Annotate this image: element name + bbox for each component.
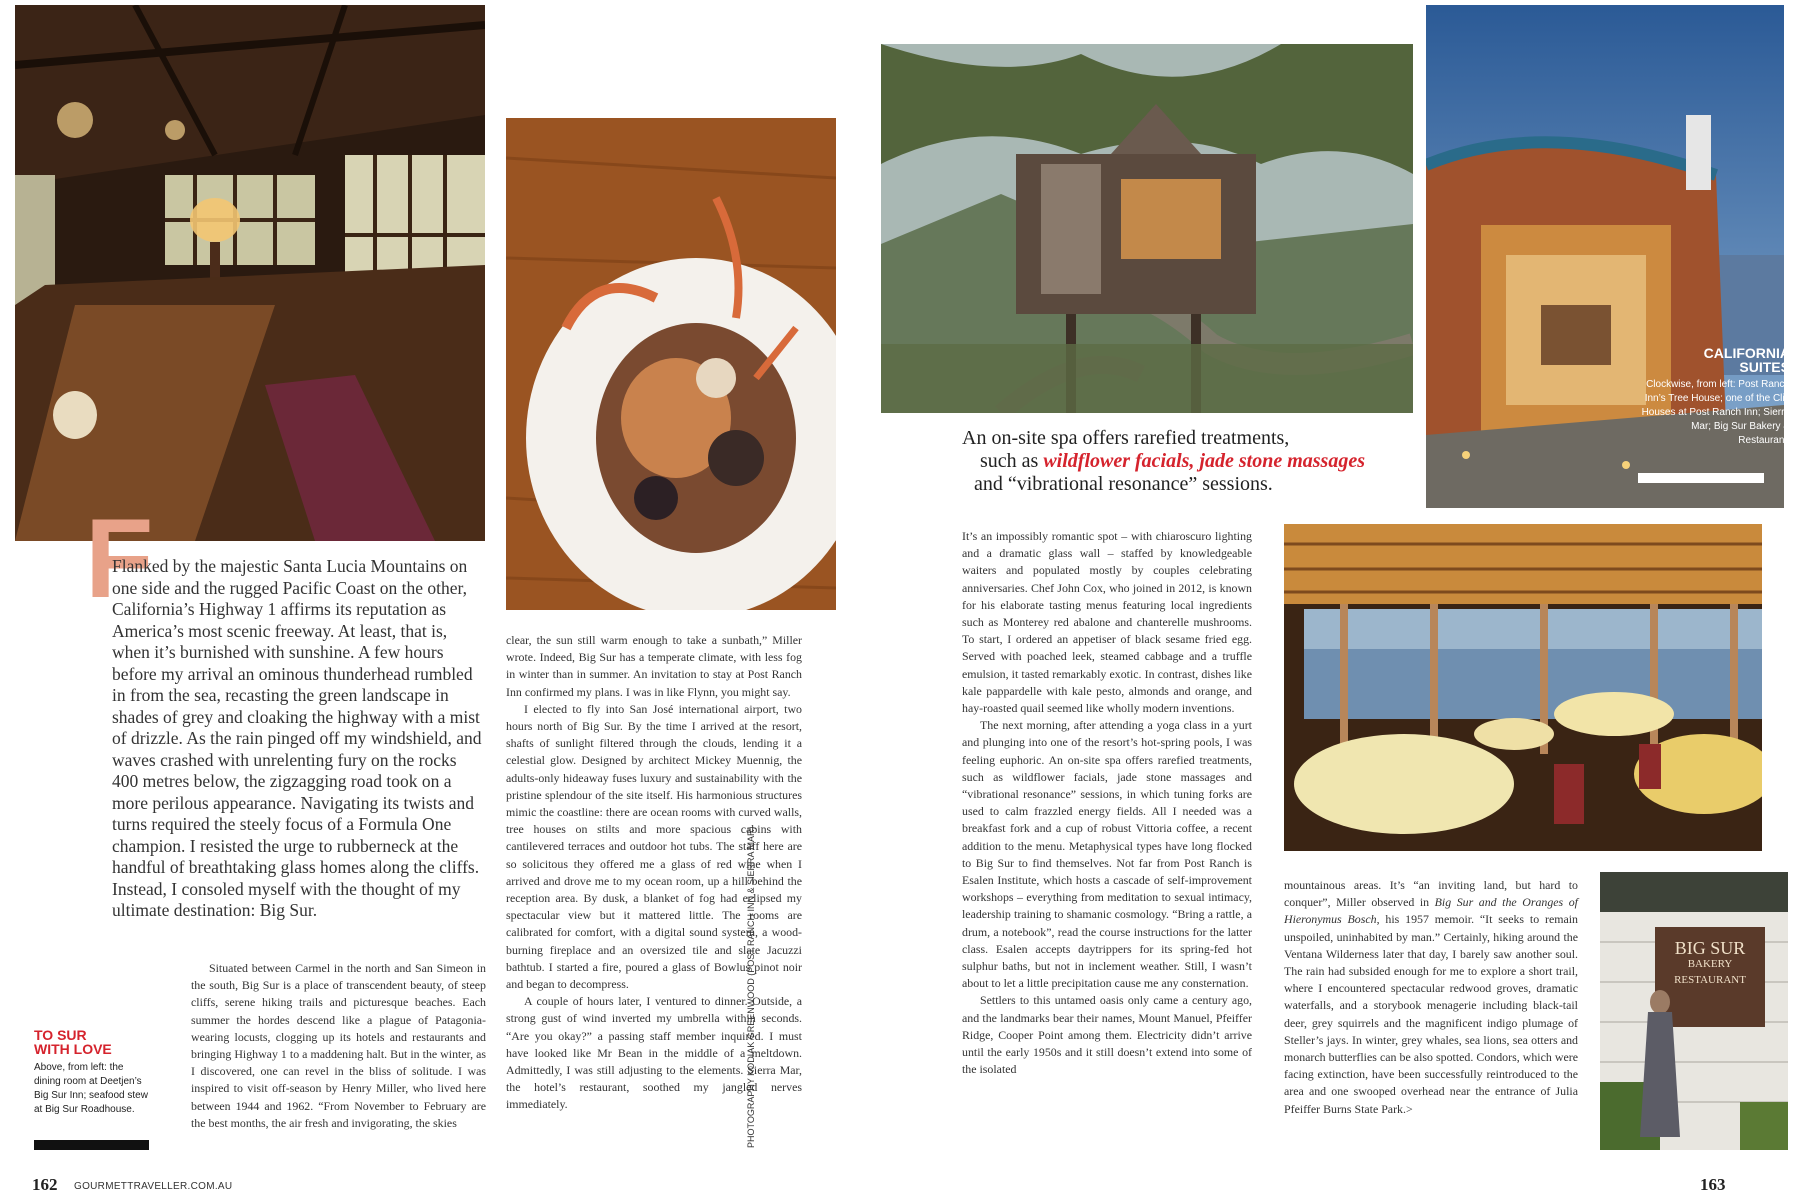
pull-quote-text: such as xyxy=(980,450,1044,472)
photo-credit: PHOTOGRAPHY KODIAK GREENWOOD (POST RANCH INN & SIERRA MAR) xyxy=(746,826,756,1148)
body-column-3 xyxy=(962,528,1252,1079)
caption-text: Clockwise, from left: Post Ranch Inn’s Tree House; one of the Cliff Houses at Post Ranch Inn; Sierra Mar; Big Sur Bakery & Restaurant. xyxy=(1641,379,1790,446)
book-title: Big Sur and the Oranges of Hieronymus Bosch xyxy=(1284,895,1578,927)
body-column-2 xyxy=(506,632,802,1114)
body-paragraph: The next morning, after attending a yoga class in a yurt and plunging into one of the resort’s hot-spring pools, I was feeling euphoric. An on-site spa offers rarefied treatments, such as wildflower facials, jade stone massages and “vibrational resonance” sessions, in which tuning forks are used to calm frazzled energy fields. All I needed was a breakfast fork and a cup of robust Vittoria coffee, a recent addition to the menu. Metaphysical types have long flocked to Big Sur to find themselves. Not far from Post Ranch is Esalen Institute, which hosts a cascade of self-improvement workshops – everything from meditation to sexual intimacy, leadership training to shamanic cosmology. “Bring a rattle, a drum, a notebook”, read the course instructions for the latter class. Esalen accepts daytrippers for its spring-fed hot sulphur baths, but not in inclement weather. Still, I wasn’t about to let a little precipitation cause me any consternation. xyxy=(962,718,1252,991)
bakery-sign xyxy=(1660,940,1760,988)
body-paragraph: clear, the sun still warm enough to take a sunbath,” Miller wrote. Indeed, Big Sur has a temperate climate, with less fog in winter than in summer. An invitation to stay at Post Ranch Inn confirmed my plans. I was in like Flynn, you might say. xyxy=(506,633,802,699)
photo-seafood-stew xyxy=(506,118,836,610)
drop-cap: F xyxy=(85,496,154,621)
body-paragraph: I elected to fly into San José international airport, two hours north of Big Sur. By the time I arrived at the resort, shafts of sunlight filtered through the clouds, lending it a celestial glow. Designed by architect Mickey Muennig, the adults-only hideaway fuses luxury and sustainability with the pristine splendour of the site itself. His harmonious structures mimic the coastline: there are ocean rooms with curved walls, tree houses on stilts and more spacious cabins with cantilevered terraces and outdoor hot tubs. The staff here are so solicitous they offered me a glass of red wine when I arrived and drove me to my ocean room, up a hill behind the reception area. By dusk, a blanket of fog had eclipsed my spectacular view but it mattered little. The rooms are calibrated for comfort, with a digital sound system, a wood-burning fireplace and an oversized tile and slate Jacuzzi bathtub. I started a fire, poured a glass of Bowlus pinot noir and began to decompress. xyxy=(506,701,802,992)
page-number-right: 163 xyxy=(1700,1175,1726,1194)
caption-rule xyxy=(34,1140,149,1150)
right-caption xyxy=(1600,346,1790,448)
body-paragraph: Situated between Carmel in the north and San Simeon in the south, Big Sur is a place of transcendent beauty, of steep cliffs, serene hiking trails and picturesque beaches. Each summer the hordes descend like a plague of Patagonia-wearing locusts, clogging up its hotels and restaurants and bringing Highway 1 to a maddening halt. But in the winter, as I discovered, one can revel in the bliss of solitude. I was inspired to visit off-season by Henry Miller, who lived here between 1944 and 1962. “From November to February are the best months, the air fresh and invigorating, the skies xyxy=(191,961,486,1130)
sign-line: BAKERY xyxy=(1687,958,1733,970)
body-column-4 xyxy=(1284,877,1578,1118)
website-url: GOURMETTRAVELLER.COM.AU xyxy=(74,1181,233,1192)
caption-rule xyxy=(1638,473,1764,483)
photo-sierra-mar xyxy=(1284,524,1762,851)
body-text: , his 1957 memoir. “It seeks to remain unspoiled, uninhabited by man.” Certainly, hiking around the Ventana Wilderness later that day, I barely saw another soul. The rain had subsided enough for me to explore a short trail, where I encountered spectacular redwood groves, dramatic waterfalls, and a storybook menagerie including black-tail deer, grey squirrels and the magnificent indigo plumage of Steller’s jays. In winter, grey whales, sea lions, sea otters and monarch butterflies can be also spotted. Condors, which were facing extinction, have been successfully reintroduced to the area and one swooped overhead near the entrance of Julia Pfeiffer Burns State Park.> xyxy=(1284,912,1579,1116)
body-paragraph xyxy=(1284,877,1578,1118)
body-text: mountainous areas. It’s “an inviting land, but hard to conquer”, Miller observed in xyxy=(1284,878,1578,910)
pull-quote-line: An on-site spa offers rarefied treatments, xyxy=(962,427,1290,449)
caption-title-line: TO SUR xyxy=(34,1027,87,1043)
caption-text: Above, from left: the dining room at Deetjen’s Big Sur Inn; seafood stew at Big Sur Roadhouse. xyxy=(34,1062,148,1115)
pull-quote-line: and “vibrational resonance” sessions. xyxy=(974,473,1273,495)
body-paragraph: Settlers to this untamed oasis only came a century ago, and the landmarks bear their names, Mount Manuel, Pfeiffer Ridge, Cooper Point among them. Electricity didn’t arrive until the early 1950s and it still doesn’t extend into some of the isolated xyxy=(962,993,1252,1077)
caption-title-line: SUITES xyxy=(1739,359,1790,375)
photo-dining-room xyxy=(15,5,485,541)
caption-title-line: CALIFORNIA xyxy=(1703,345,1790,361)
sign-line: RESTAURANT xyxy=(1674,974,1746,986)
left-caption xyxy=(34,1028,152,1117)
pull-quote-line xyxy=(962,450,1432,473)
pull-quote-highlight: wildflower facials, jade stone massages xyxy=(1043,450,1365,472)
photo-tree-house xyxy=(881,44,1413,413)
body-paragraph: A couple of hours later, I ventured to dinner. Outside, a strong gust of wind inverted my umbrella within seconds. “Are you okay?” a passing staff member inquired. I must have looked like Mr Bean in the middle of a meltdown. Admittedly, I was still adjusting to the elements. Sierra Mar, the hotel’s restaurant, soothed my jangled nerves immediately. xyxy=(506,994,802,1112)
pull-quote xyxy=(962,427,1432,496)
body-paragraph: It’s an impossibly romantic spot – with chiaroscuro lighting and a dramatic glass wall – staffed by knowledgeable waiters and populated mostly by couples celebrating anniversaries. Chef John Cox, who joined in 2012, is known for his elaborate tasting menus featuring local ingredients such as Monterey red abalone and chanterelle mushrooms. To start, I ordered an appetiser of black sesame fried egg. Served with poached leek, steamed cabbage and a truffle emulsion, it tasted remarkably exotic. In contrast, dishes like kale pappardelle with kale pesto, almonds and orange, and hay-roasted quail seemed like wholly modern inventions. xyxy=(962,529,1252,716)
caption-title-line: WITH LOVE xyxy=(34,1041,112,1057)
body-column-1 xyxy=(191,960,486,1132)
photo-big-sur-bakery xyxy=(1600,872,1788,1150)
intro-paragraph: Flanked by the majestic Santa Lucia Mountains on one side and the rugged Pacific Coast on the other, California’s Highway 1 affirms its reputation as America’s most scenic freeway. At least, that is, when it’s burnished with sunshine. A few hours before my arrival an ominous thunderhead rumbled in from the sea, recasting the green landscape in shades of grey and cloaking the highway with a mist of drizzle. As the rain pinged off my windshield, and waves crashed with unrelenting fury on the rocks 400 metres below, the zigzagging road took on a more perilous appearance. Navigating its twists and turns required the steely focus of a Formula One champion. I resisted the urge to rubberneck at the handful of breathtaking glass homes along the cliffs. Instead, I consoled myself with the thought of my ultimate destination: Big Sur. xyxy=(112,556,482,920)
sign-line: BIG SUR xyxy=(1674,938,1746,958)
page-number-left: 162 xyxy=(32,1175,58,1194)
